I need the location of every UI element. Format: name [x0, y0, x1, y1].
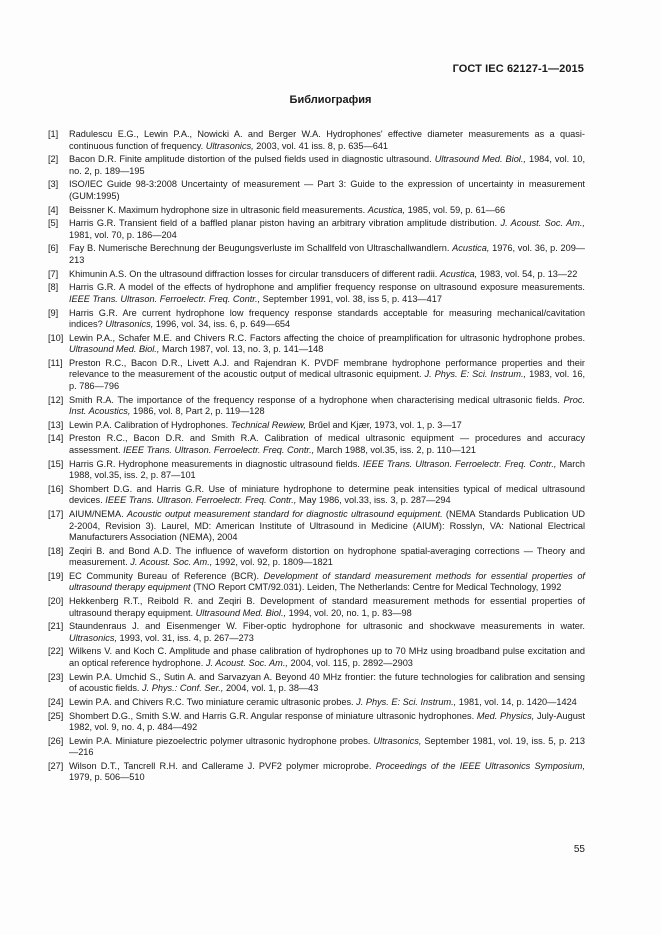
reference-text: [69, 179, 585, 202]
reference-item: [48, 621, 585, 644]
reference-text-part: 1979, p. 506—510: [69, 772, 145, 783]
reference-source-italic: Ultrasonics,: [105, 319, 154, 329]
reference-text-part: Harris G.R. A model of the effects of hydrophone and amplifier frequency response on ultrasound exposure measurements.: [69, 282, 585, 293]
reference-text: [69, 218, 585, 241]
reference-text: [69, 697, 585, 709]
reference-text-part: Harris G.R. Are current hydrophone low frequency response standards acceptable for measuring mechanical/cavitation indices?: [69, 307, 585, 329]
reference-text-part: (NEMA Standards Publication UD 2-2004, Revision 3). Laurel, MD: American Institute of Ultrasound in Medicine (AIUM): Rosslyn, VA: National Electrical Manufacturers Association (NEMA), 2004: [69, 509, 586, 542]
reference-text: [69, 333, 585, 356]
reference-source-italic: Acustica,: [367, 204, 406, 215]
reference-item: [48, 420, 585, 432]
reference-item: [48, 571, 585, 594]
reference-number: [10]: [48, 332, 64, 343]
reference-text: [69, 308, 585, 331]
reference-text-part: 1981, vol. 70, p. 186—204: [69, 229, 177, 240]
reference-number: [21]: [48, 621, 64, 632]
reference-text-part: ISO/IEC Guide 98-3:2008 Uncertainty of measurement — Part 3: Guide to the expression of uncertainty in measurement (GUM:1995): [69, 179, 585, 201]
reference-source-italic: J. Phys.: Conf. Ser.,: [142, 683, 224, 694]
reference-text-part: 1994, vol. 20, no. 1, p. 83—98: [286, 607, 412, 618]
reference-source-italic: Ultrasonics,: [373, 735, 422, 746]
reference-item: [48, 154, 585, 177]
reference-text: [69, 269, 585, 281]
reference-source-italic: Technical Rewiew,: [230, 419, 306, 430]
reference-number: [16]: [48, 483, 64, 494]
reference-item: [48, 672, 585, 695]
reference-item: [48, 546, 585, 569]
reference-number: [27]: [48, 760, 64, 771]
reference-number: [7]: [48, 268, 59, 279]
reference-text-part: Lewin P.A., Schafer M.E. and Chivers R.C. Factors affecting the choice of preamplification for ultrasonic hydrophone probes.: [69, 332, 585, 343]
reference-source-italic: J. Phys. E: Sci. Instrum.,: [424, 369, 527, 380]
reference-number: [13]: [48, 419, 64, 430]
reference-text: [69, 736, 585, 759]
reference-text-part: 1976, vol. 36, p. 209—213: [69, 243, 585, 265]
reference-item: [48, 646, 585, 669]
reference-text-part: AIUM/NEMA.: [69, 509, 127, 519]
reference-number: [2]: [48, 154, 59, 165]
reference-text: [69, 243, 585, 266]
page-number: 55: [573, 844, 585, 855]
reference-item: [48, 333, 585, 356]
reference-text-part: EC Community Bureau of Reference (BCR).: [69, 570, 264, 581]
reference-item: [48, 358, 585, 393]
reference-number: [18]: [48, 545, 64, 556]
reference-text-part: 1986, vol. 8, Part 2, p. 119—128: [130, 406, 265, 417]
reference-text: [69, 420, 585, 432]
reference-source-italic: J. Acoust. Soc. Am.,: [130, 557, 213, 568]
reference-text-part: 2004, vol. 1, p. 38—43: [223, 683, 319, 694]
reference-text-part: 1993, vol. 31, iss. 4, p. 267—273: [117, 632, 254, 643]
reference-text: [69, 282, 585, 305]
reference-item: [48, 395, 585, 418]
reference-number: [26]: [48, 735, 64, 746]
reference-text-part: 1996, vol. 34, iss. 6, p. 649—654: [153, 319, 291, 329]
reference-source-italic: J. Acoust. Soc. Am.,: [205, 657, 288, 668]
reference-text-part: 2004, vol. 115, p. 2892—2903: [287, 657, 413, 668]
reference-text: [69, 571, 585, 594]
reference-number: [24]: [48, 696, 64, 707]
reference-number: [3]: [48, 179, 59, 190]
reference-text: [69, 358, 585, 393]
reference-text-part: Bacon D.R. Finite amplitude distortion of the pulsed fields used in diagnostic ultrasound.: [69, 154, 435, 165]
reference-text-part: Beissner K. Maximum hydrophone size in ultrasonic field measurements.: [69, 204, 368, 215]
reference-text-part: March 1987, vol. 13, no. 3, p. 141—148: [159, 344, 324, 355]
reference-source-italic: Acoustic output measurement standard for diagnostic ultrasound equipment.: [126, 509, 443, 519]
reference-item: [48, 205, 585, 217]
reference-item: [48, 736, 585, 759]
reference-text-part: Preston R.C., Bacon D.R., Livett A.J. and Rajendran K. PVDF membrane hydrophone performance properties and their relevance to the measurement of the acoustic output of medical ultrasonic equipment.: [69, 357, 585, 380]
reference-text-part: 1992, vol. 92, p. 1809—1821: [212, 557, 333, 568]
reference-source-italic: IEEE Trans. Ultrason. Ferroelectr. Freq. Contr.,: [105, 495, 297, 506]
reference-source-italic: Development of standard measurement methods for essential properties of ultrasound therapy equipment: [69, 570, 585, 593]
reference-text-part: Harris G.R. Hydrophone measurements in diagnostic ultrasound fields.: [69, 458, 363, 469]
reference-text-part: Lewin P.A. Umchid S., Sutin A. and Sarvazyan A. Beyond 40 MHz frontier: the future technologies for calibration and sensing of acoustic fields.: [69, 671, 585, 694]
reference-number: [23]: [48, 671, 64, 682]
reference-text-part: May 1986, vol.33, iss. 3, p. 287—294: [296, 495, 451, 506]
reference-item: [48, 761, 585, 784]
reference-item: [48, 129, 585, 152]
reference-item: [48, 711, 585, 734]
reference-text-part: March 1988, vol.35, iss. 2, p. 110—121: [314, 444, 476, 455]
reference-source-italic: Ultrasound Med. Biol.,: [195, 607, 287, 618]
reference-number: [17]: [48, 509, 64, 519]
reference-text-part: September 1991, vol. 38, iss 5, p. 413—417: [260, 293, 442, 304]
reference-number: [4]: [48, 204, 59, 215]
reference-item: [48, 282, 585, 305]
reference-number: [20]: [48, 596, 64, 607]
reference-number: [25]: [48, 710, 64, 721]
reference-source-italic: Acustica,: [452, 243, 490, 254]
reference-list: [48, 129, 585, 786]
reference-item: [48, 596, 585, 619]
reference-text-part: Lewin P.A. Calibration of Hydrophones.: [69, 419, 231, 430]
reference-text: [69, 711, 585, 734]
reference-text: [69, 154, 585, 177]
reference-text: [69, 459, 585, 482]
reference-item: [48, 484, 585, 507]
reference-text-part: (TNO Report CMT/92.031). Leiden, The Netherlands: Centre for Medical Technology, 1992: [190, 582, 562, 593]
reference-text: [69, 205, 585, 217]
reference-item: [48, 269, 585, 281]
reference-number: [6]: [48, 243, 59, 254]
reference-text: [69, 646, 585, 669]
reference-source-italic: Ultrasound Med. Biol.,: [434, 154, 526, 165]
reference-number: [5]: [48, 218, 59, 229]
reference-text: [69, 596, 585, 619]
reference-item: [48, 459, 585, 482]
reference-text-part: Harris G.R. Transient field of a baffled planar piston having an arbitrary vibration amplitude distribution.: [69, 218, 501, 229]
reference-source-italic: Acustica,: [439, 268, 478, 279]
reference-item: [48, 697, 585, 709]
reference-source-italic: Ultrasonics,: [205, 140, 254, 151]
reference-item: [48, 218, 585, 241]
reference-number: [14]: [48, 433, 64, 444]
reference-text-part: 1983, vol. 54, p. 13—22: [477, 268, 578, 279]
reference-source-italic: IEEE Trans. Ultrason. Ferroelectr. Freq. Contr.,: [69, 293, 261, 304]
reference-text: [69, 395, 585, 418]
reference-text-part: 1984, vol. 10, no. 2, p. 189—195: [69, 154, 585, 176]
reference-text-part: Radulescu E.G., Lewin P.A., Nowicki A. and Berger W.A. Hydrophones' effective diameter measurements as a quasi-continuous function of frequency.: [69, 129, 585, 151]
reference-number: [15]: [48, 458, 64, 469]
reference-source-italic: IEEE Trans. Ultrason. Ferroelectr. Freq. Contr.,: [362, 458, 557, 469]
reference-text-part: Preston R.C., Bacon D.R. and Smith R.A. Calibration of medical ultrasonic equipment — procedures and accuracy assessment.: [69, 433, 585, 455]
reference-text-part: Brűel and Kjær, 1973, vol. 1, p. 3—17: [305, 419, 462, 430]
reference-source-italic: Ultrasound Med. Biol.,: [69, 344, 160, 355]
reference-number: [12]: [48, 394, 64, 405]
reference-number: [11]: [48, 357, 63, 368]
reference-text: [69, 484, 585, 507]
bibliography-heading: Библиография: [289, 94, 372, 106]
reference-text: [69, 546, 585, 569]
reference-source-italic: Ultrasonics,: [69, 632, 117, 643]
reference-item: [48, 308, 585, 331]
reference-text-part: Khimunin A.S. On the ultrasound diffraction losses for circular transducers of different radii.: [69, 268, 440, 279]
reference-source-italic: J. Phys. E: Sci. Instrum.,: [356, 696, 457, 707]
reference-text-part: Fay B. Numerische Berechnung der Beugungsverluste im Schallfeld von Ultraschallwandlern.: [69, 243, 453, 254]
reference-text-part: 1985, vol. 59, p. 61—66: [405, 204, 506, 215]
reference-text-part: July-August 1982, vol. 9, no. 4, p. 484—492: [69, 710, 585, 732]
reference-text-part: Lewin P.A. and Chivers R.C. Two miniature ceramic ultrasonic probes.: [69, 696, 357, 707]
reference-text-part: Zeqiri B. and Bond A.D. The influence of waveform distortion on hydrophone spatial-averaging corrections — Theory and measurement.: [69, 545, 585, 568]
reference-text: [69, 509, 585, 544]
document-identifier: ГОСТ IEC 62127-1—2015: [452, 63, 584, 75]
reference-item: [48, 433, 585, 456]
reference-text-part: Shombert D.G., Smith S.W. and Harris G.R. Angular response of miniature ultrasonic hydrophones.: [69, 710, 477, 721]
reference-text-part: Hekkenberg R.T., Reibold R. and Zeqiri B. Development of standard measurement methods for essential properties of ultrasound therapy equipment.: [69, 596, 585, 618]
reference-source-italic: Proceedings of the IEEE Ultrasonics Symposium,: [375, 760, 585, 771]
reference-source-italic: Proc. Inst. Acoustics,: [69, 394, 585, 417]
reference-text-part: 1983, vol. 16, p. 786—796: [69, 369, 586, 391]
reference-number: [19]: [48, 570, 64, 581]
reference-source-italic: Med. Physics,: [476, 710, 535, 721]
reference-text: [69, 621, 585, 644]
reference-text: [69, 761, 585, 784]
reference-number: [9]: [48, 307, 59, 318]
reference-text: [69, 433, 585, 456]
reference-text: [69, 129, 585, 152]
reference-text-part: Smith R.A. The importance of the frequency response of a hydrophone when characterising medical ultrasonic fields.: [69, 394, 564, 405]
reference-source-italic: IEEE Trans. Ultrason. Ferroelectr. Freq. Contr.,: [123, 444, 315, 455]
reference-number: [8]: [48, 282, 59, 293]
reference-text-part: Staundenraus J. and Eisenmenger W. Fiber-optic hydrophone for ultrasonic and shockwave measurements in water.: [69, 621, 585, 632]
reference-source-italic: J. Acoust. Soc. Am.,: [500, 218, 585, 229]
reference-item: [48, 509, 585, 544]
reference-text-part: March 1988, vol.35, iss. 2, p. 87—101: [69, 458, 585, 481]
reference-text-part: September 1981, vol. 19, iss. 5, p. 213—216: [69, 735, 586, 758]
reference-text-part: 1981, vol. 14, p. 1420—1424: [456, 696, 577, 707]
reference-text-part: Shombert D.G. and Harris G.R. Use of miniature hydrophone to determine peak intensities typical of medical ultrasound devices.: [69, 483, 585, 506]
reference-text-part: 2003, vol. 41 iss. 8, p. 635—641: [253, 140, 389, 151]
reference-number: [1]: [48, 129, 59, 139]
reference-text-part: Lewin P.A. Miniature piezoelectric polymer ultrasonic hydrophone probes.: [69, 735, 374, 746]
reference-text: [69, 672, 585, 695]
reference-text-part: Wilson D.T., Tancrell R.H. and Callerame J. PVF2 polymer microprobe.: [69, 760, 376, 771]
reference-text-part: Wilkens V. and Koch C. Amplitude and phase calibration of hydrophones up to 70 MHz using broadband pulse excitation and an optical reference hydrophone.: [69, 646, 585, 668]
reference-item: [48, 179, 585, 202]
reference-item: [48, 243, 585, 266]
reference-number: [22]: [48, 646, 64, 657]
